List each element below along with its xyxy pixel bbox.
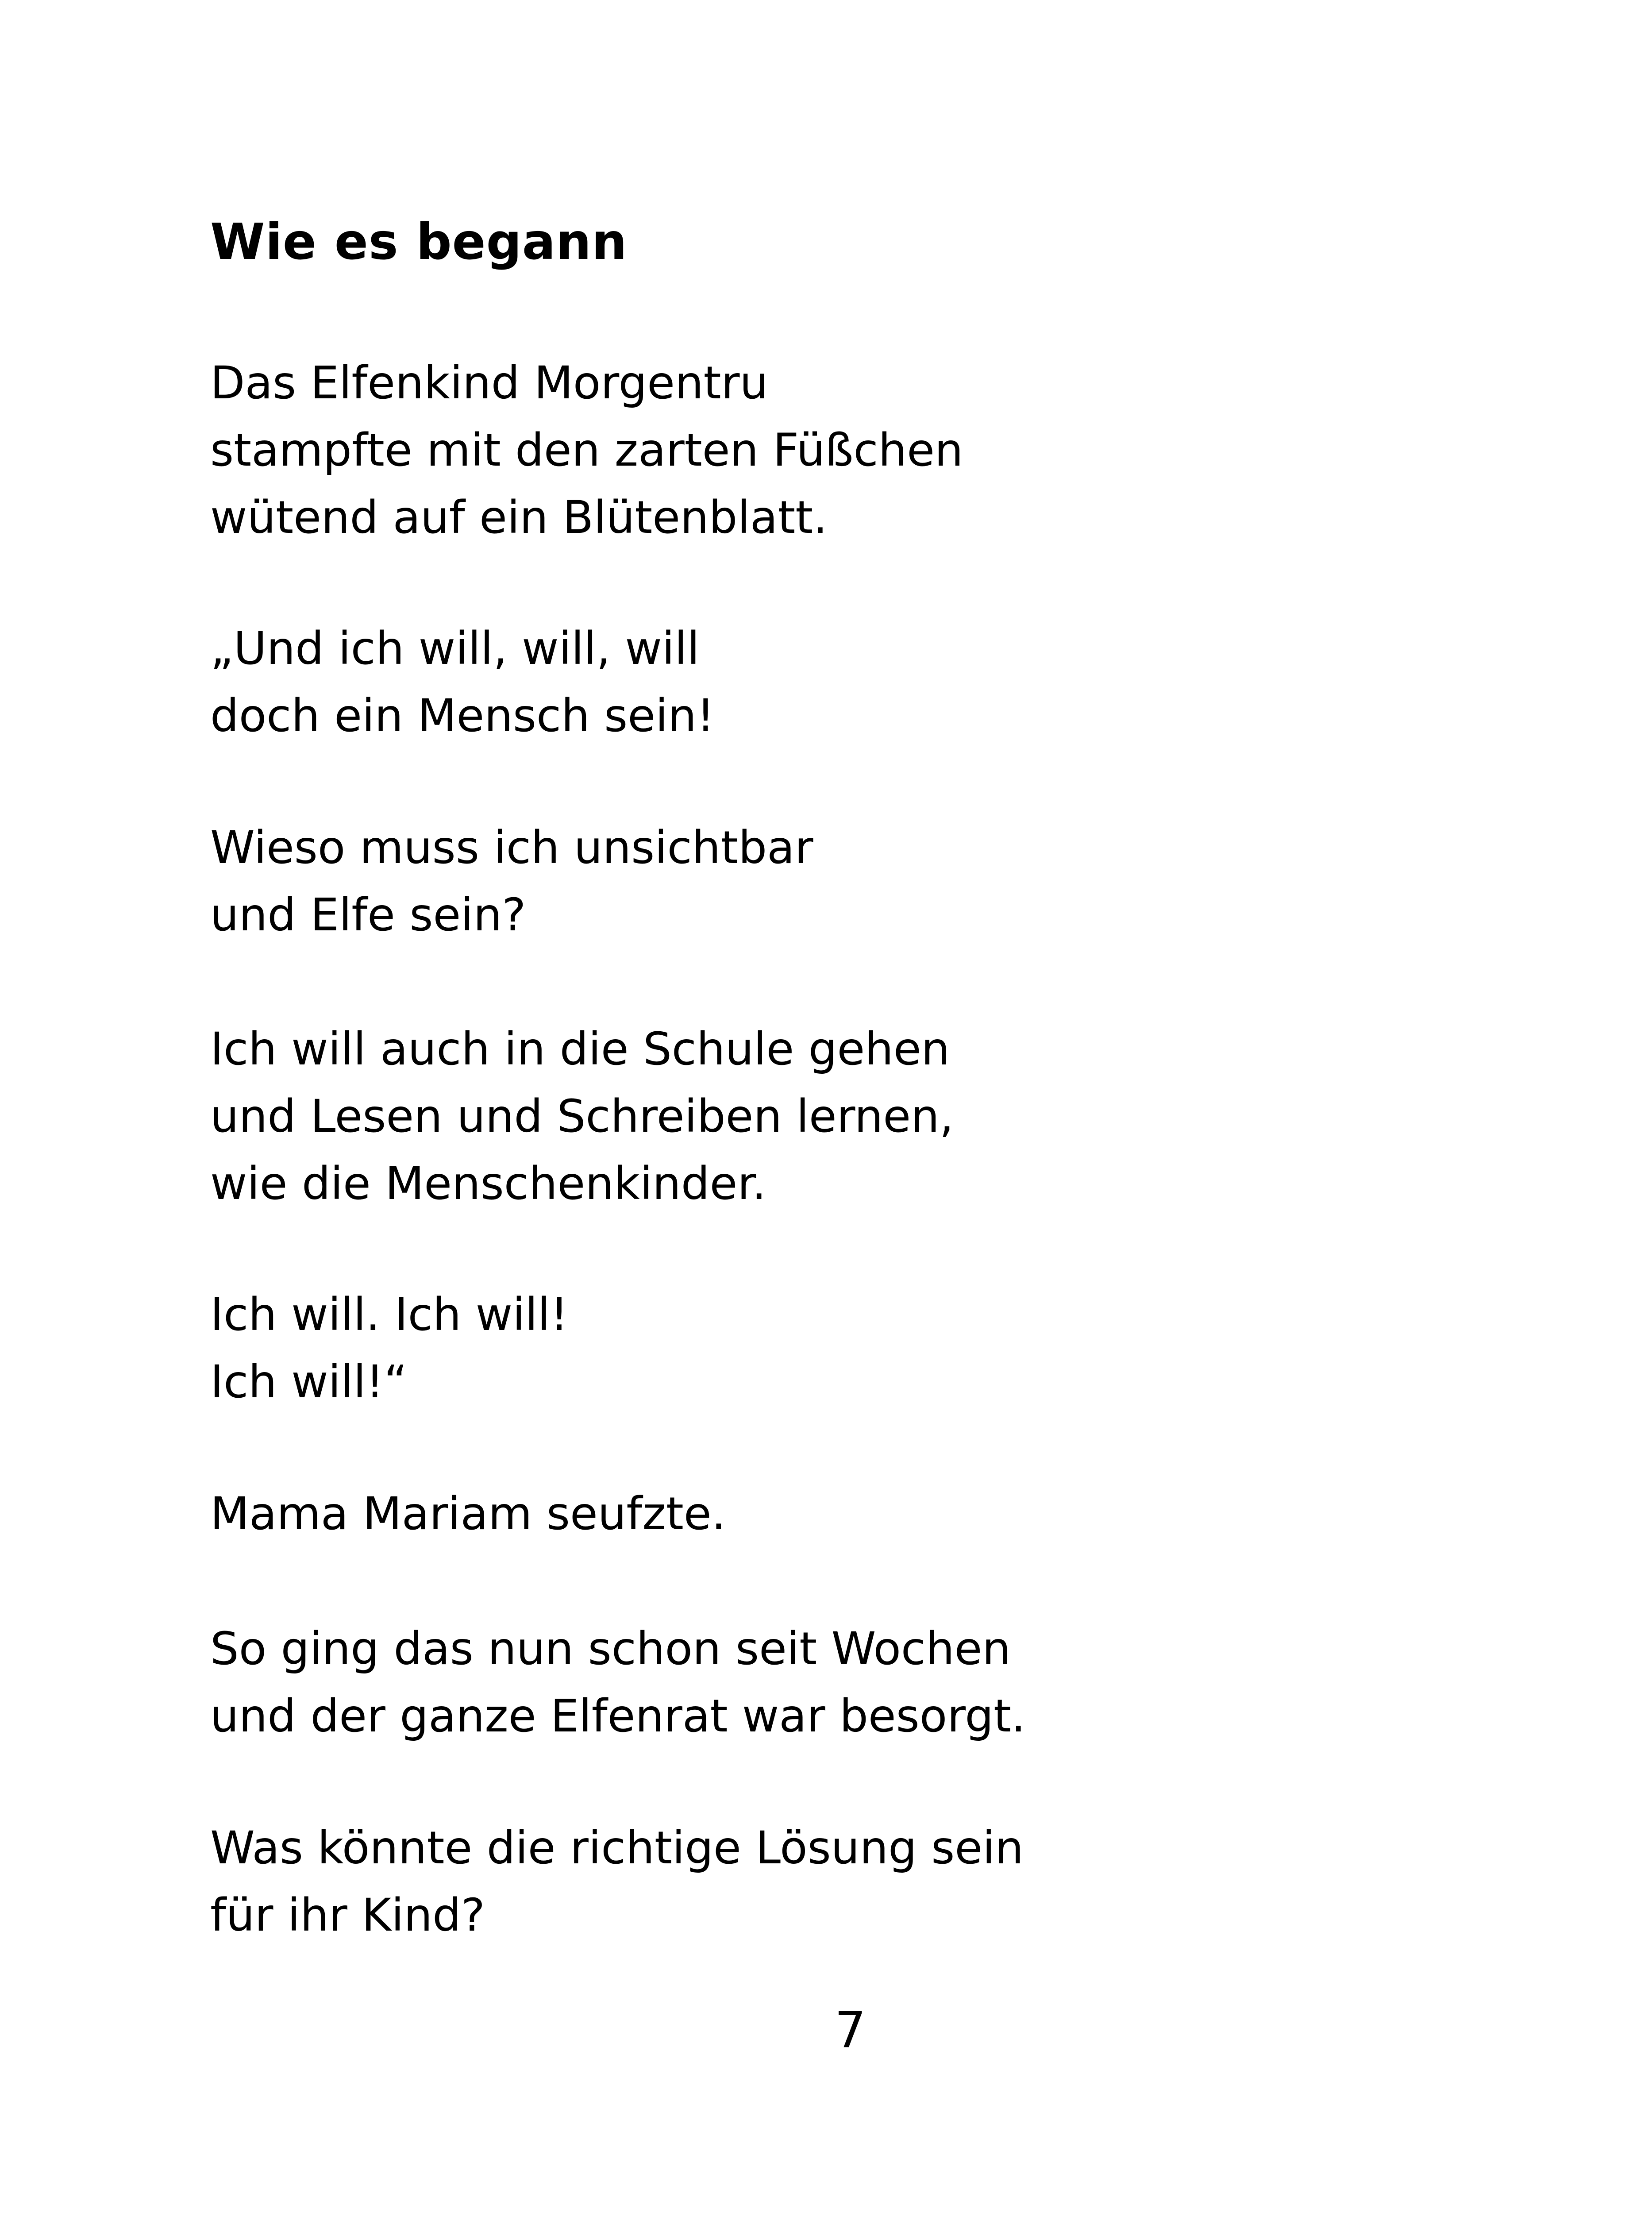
page-title: Wie es begann xyxy=(210,213,628,271)
stanza-7 xyxy=(210,1615,1026,1750)
stanza-line: „Und ich will, will, will xyxy=(210,622,700,675)
stanza-line: Ich will!“ xyxy=(210,1356,408,1408)
stanza-5 xyxy=(210,1281,568,1416)
stanza-line: und Elfe sein? xyxy=(210,889,526,941)
stanza-line: für ihr Kind? xyxy=(210,1889,485,1942)
stanza-line: doch ein Mensch sein! xyxy=(210,690,715,742)
stanza-line: wütend auf ein Blütenblatt. xyxy=(210,491,828,544)
stanza-line: und der ganze Elfenrat war besorgt. xyxy=(210,1690,1026,1743)
stanza-line: So ging das nun schon seit Wochen xyxy=(210,1623,1011,1675)
stanza-line: wie die Menschenkinder. xyxy=(210,1157,766,1210)
stanza-line: Ich will. Ich will! xyxy=(210,1288,569,1341)
stanza-line: Wieso muss ich unsichtbar xyxy=(210,821,813,874)
stanza-line: Das Elfenkind Morgentru xyxy=(210,357,769,409)
stanza-line: stampfte mit den zarten Füßchen xyxy=(210,424,963,477)
stanza-8 xyxy=(210,1815,1024,1949)
stanza-3 xyxy=(210,814,813,949)
stanza-4 xyxy=(210,1016,954,1218)
stanza-2 xyxy=(210,615,715,750)
stanza-1 xyxy=(210,350,963,551)
stanza-line: und Lesen und Schreiben lernen, xyxy=(210,1090,954,1143)
stanza-6 xyxy=(210,1480,726,1548)
page-number: 7 xyxy=(834,2001,866,2059)
stanza-line: Mama Mariam seufzte. xyxy=(210,1488,726,1540)
stanza-line: Was könnte die richtige Lösung sein xyxy=(210,1822,1024,1874)
stanza-line: Ich will auch in die Schule gehen xyxy=(210,1023,950,1076)
